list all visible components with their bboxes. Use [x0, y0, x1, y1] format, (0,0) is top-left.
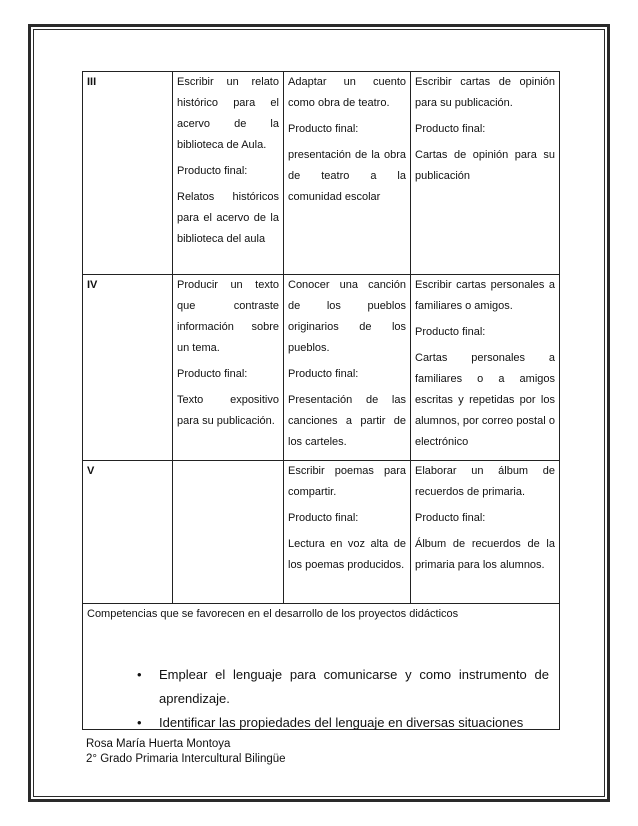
project-text: Escribir cartas personales a familiares o amigos. [415, 279, 555, 312]
project-text: Escribir poemas para compartir. [288, 465, 406, 498]
stage-label: V [83, 461, 173, 604]
table-row [83, 72, 560, 275]
product-label: Producto final: [288, 123, 359, 135]
competencias-cell [83, 604, 560, 730]
project-text: Adaptar un cuento como obra de teatro. [288, 76, 406, 109]
product-text: presentación de la obra de teatro a la comunidad escolar [288, 149, 406, 203]
product-label: Producto final: [415, 326, 486, 338]
footer-grade: 2° Grado Primaria Intercultural Bilingüe [86, 753, 286, 765]
product-label: Producto final: [288, 368, 359, 380]
table-row [83, 275, 560, 461]
list-item-text: Emplear el lenguaje para comunicarse y como instrumento de aprendizaje. [159, 667, 549, 706]
competencias-list [87, 663, 555, 729]
project-text: Escribir un relato histórico para el acervo de la biblioteca de Aula. [177, 76, 279, 151]
list-item-text: Identificar las propiedades del lenguaje en diversas situaciones [159, 715, 524, 729]
table-row [83, 461, 560, 604]
project-text: Conocer una canción de los pueblos originarios de los pueblos. [288, 279, 406, 354]
product-text: Álbum de recuerdos de la primaria para los alumnos. [415, 538, 555, 571]
product-label: Producto final: [288, 512, 359, 524]
competencias-content [87, 604, 555, 729]
project-text: Producir un texto que contraste información sobre un tema. [177, 279, 279, 354]
competencias-title: Competencias que se favorecen en el desarrollo de los proyectos didácticos [87, 608, 459, 620]
stage-label: III [83, 72, 173, 275]
project-cell [284, 72, 411, 275]
footer-author: Rosa María Huerta Montoya [86, 738, 231, 750]
project-text: Elaborar un álbum de recuerdos de primaria. [415, 465, 555, 498]
product-text: Lectura en voz alta de los poemas producidos. [288, 538, 406, 571]
bullet-icon: • [137, 667, 142, 682]
product-text: Cartas personales a familiares o a amigos escritas y repetidas por los alumnos, por correo postal o electrónico [415, 352, 555, 448]
project-cell [173, 72, 284, 275]
project-table [82, 71, 560, 730]
product-label: Producto final: [415, 512, 486, 524]
project-cell [411, 461, 560, 604]
list-item [137, 663, 549, 711]
project-cell [284, 461, 411, 604]
product-text: Texto expositivo para su publicación. [177, 394, 279, 427]
competencias-row [83, 604, 560, 730]
product-text: Presentación de las canciones a partir de los carteles. [288, 394, 406, 448]
stage-label: IV [83, 275, 173, 461]
list-item [137, 711, 549, 729]
product-text: Cartas de opinión para su publicación [415, 149, 555, 182]
product-label: Producto final: [177, 368, 248, 380]
empty-cell [173, 461, 284, 604]
project-cell [284, 275, 411, 461]
project-text: Escribir cartas de opinión para su publicación. [415, 76, 555, 109]
project-cell [411, 72, 560, 275]
project-cell [173, 275, 284, 461]
product-label: Producto final: [177, 165, 248, 177]
product-text: Relatos históricos para el acervo de la biblioteca del aula [177, 191, 279, 245]
project-cell [411, 275, 560, 461]
page-footer [86, 737, 286, 767]
product-label: Producto final: [415, 123, 486, 135]
bullet-icon: • [137, 715, 142, 729]
